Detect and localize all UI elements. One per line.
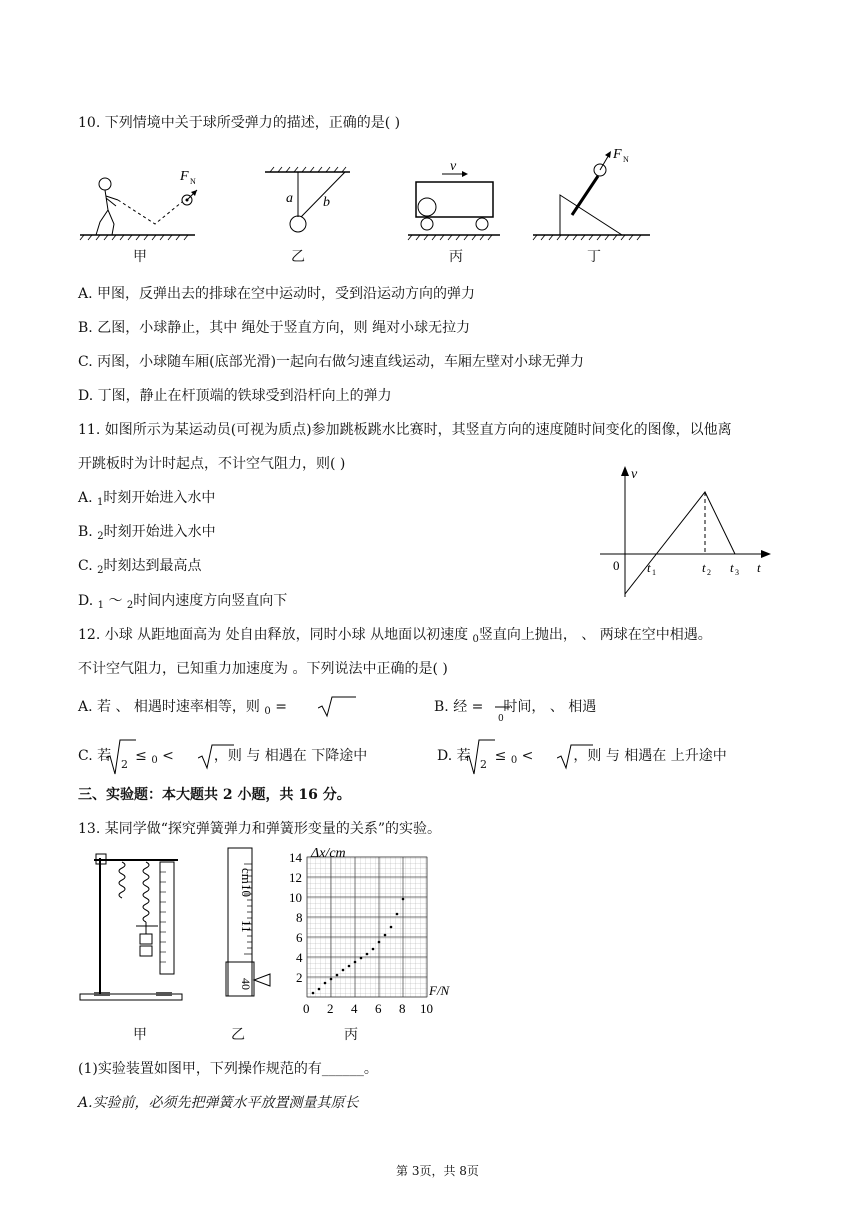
q13-stem: 13. 某同学做“探究弹簧弹力和弹簧形变量的关系”的实验。 <box>78 821 442 837</box>
chart-ylabel: Δx/cm <box>311 846 346 861</box>
q13-fig-label-bing: 丙 <box>344 1027 358 1043</box>
q12-sqrt-c <box>106 738 166 778</box>
q12-sqrt-a <box>318 694 358 718</box>
q12-frac-b <box>494 698 514 722</box>
fig-jia <box>80 169 197 240</box>
q12-sqrt-c2 <box>198 742 238 772</box>
data-point <box>354 961 357 964</box>
fig-yi <box>265 167 350 232</box>
data-point <box>372 948 375 951</box>
x-tick-label: 6 <box>375 1001 382 1016</box>
y-tick-label: 8 <box>296 910 303 925</box>
y-tick-label: 10 <box>289 890 302 905</box>
q10-option-b: B. 乙图，小球静止，其中 绳处于竖直方向，则 绳对小球无拉力 <box>78 320 471 336</box>
data-point <box>384 934 387 937</box>
y-tick-label: 2 <box>296 970 303 985</box>
svg-text:cm: cm <box>239 868 254 884</box>
svg-text:2: 2 <box>707 568 711 577</box>
svg-text:40: 40 <box>239 978 253 990</box>
fig-bing <box>408 159 500 240</box>
q11-option-d: D. $_1$ ～ $_2$时间内速度方向竖直向下 <box>78 593 288 611</box>
q13-fig-label-jia: 甲 <box>133 1027 147 1043</box>
fig-label-ding: 丁 <box>587 249 601 265</box>
y-tick-label: 4 <box>296 950 303 965</box>
chart-xlabel: F/N <box>429 983 450 998</box>
q12-option-a: A. 若 、 相遇时速率相等，则 $_0$ = <box>78 699 287 717</box>
svg-text:N: N <box>623 155 629 164</box>
data-point <box>402 898 405 901</box>
q13-fig-jia <box>78 848 198 1008</box>
fig-label-bing: 丙 <box>449 249 463 265</box>
data-point <box>396 913 399 916</box>
fig-label-jia: 甲 <box>133 249 147 265</box>
q10-stem: 10. 下列情境中关于球所受弹力的描述，正确的是( ) <box>78 115 401 131</box>
q13-fig-ruler <box>220 844 280 1004</box>
section-3-heading: 三、实验题：本大题共 2 小题，共 16 分。 <box>78 787 351 803</box>
svg-text:t: t <box>702 560 706 575</box>
data-point <box>360 957 363 960</box>
data-point <box>348 965 351 968</box>
svg-text:F: F <box>180 169 189 184</box>
q12-sub0-b: 0 <box>498 714 504 724</box>
svg-text:t: t <box>647 560 651 575</box>
y-tick-label: 14 <box>289 850 302 865</box>
data-point <box>366 953 369 956</box>
data-point <box>342 969 345 972</box>
q12-option-c: C. 若 ≤ $_0$ < ，则 与 相遇在 下降途中 <box>78 748 368 766</box>
x-tick-label: 10 <box>420 1001 433 1016</box>
data-point <box>312 992 315 995</box>
x-tick-label: 2 <box>327 1001 334 1016</box>
q11-stem-1: 11. 如图所示为某运动员(可视为质点)参加跳板跳水比赛时，其竖直方向的速度随时间变化的图像，以他离 <box>78 422 732 438</box>
q10-option-c: C. 丙图，小球随车厢(底部光滑)一起向右做匀速直线运动，车厢左壁对小球无弹力 <box>78 354 585 370</box>
y-tick-label: 12 <box>289 870 302 885</box>
q13-scatter-chart <box>285 843 465 1023</box>
page-footer: 第 3页，共 8页 <box>396 1164 479 1178</box>
x-tick-label: 0 <box>303 1001 310 1016</box>
data-point <box>318 988 321 991</box>
svg-text:v: v <box>450 159 457 174</box>
q10-option-d: D. 丁图，静止在杆顶端的铁球受到沿杆向上的弹力 <box>78 388 392 404</box>
q12-stem-2: 不计空气阻力，已知重力加速度为 。下列说法中正确的是( ) <box>78 661 448 677</box>
q11-option-c: C. $_2$时刻达到最高点 <box>78 558 202 576</box>
q13-fig-label-yi: 乙 <box>231 1027 245 1043</box>
q12-d-two: 2 <box>480 758 487 771</box>
q10-option-a: A. 甲图，反弹出去的排球在空中运动时，受到沿运动方向的弹力 <box>78 286 476 302</box>
data-point <box>330 978 333 981</box>
x-tick-label: 8 <box>399 1001 406 1016</box>
q11-option-a: A. $_1$时刻开始进入水中 <box>78 490 216 508</box>
q12-sqrt-d2 <box>557 742 597 772</box>
svg-text:t: t <box>730 560 734 575</box>
svg-text:b: b <box>323 195 330 210</box>
q13-option-a: A.实验前，必须先把弹簧水平放置测量其原长 <box>78 1095 359 1111</box>
data-point <box>390 926 393 929</box>
data-point <box>336 974 339 977</box>
fig-label-yi: 乙 <box>291 249 305 265</box>
q10-figures <box>0 140 868 290</box>
svg-text:a: a <box>286 191 293 206</box>
svg-text:0: 0 <box>613 558 620 573</box>
q11-option-b: B. $_2$时刻开始进入水中 <box>78 524 216 542</box>
data-point <box>324 982 327 985</box>
svg-text:1: 1 <box>652 568 656 577</box>
svg-text:3: 3 <box>735 568 739 577</box>
svg-text:10: 10 <box>239 884 254 897</box>
fig-ding <box>533 147 650 240</box>
q12-c-two: 2 <box>121 758 128 771</box>
x-tick-label: 4 <box>351 1001 358 1016</box>
svg-text:v: v <box>631 467 638 482</box>
q12-option-d: D. 若 ≤ $_0$ < ，则 与 相遇在 上升途中 <box>437 748 727 766</box>
svg-text:11: 11 <box>239 920 254 933</box>
svg-text:t: t <box>757 560 761 575</box>
q11-stem-2: 开跳板时为计时起点，不计空气阻力，则( ) <box>78 456 346 472</box>
q13-part1: (1)实验装置如图甲，下列操作规范的有______。 <box>78 1061 378 1077</box>
q11-vt-graph <box>595 462 785 602</box>
svg-text:N: N <box>190 177 196 186</box>
q12-stem-1: 12. 小球 从距地面高为 处自由释放，同时小球 从地面以初速度 $_0$竖直向上抛出， 、 两球在空中相遇。 <box>78 627 712 645</box>
data-point <box>378 941 381 944</box>
y-tick-label: 6 <box>296 930 303 945</box>
q12-option-b: B. 经 = 时间， 、 相遇 <box>434 699 597 715</box>
svg-text:F: F <box>613 147 622 162</box>
